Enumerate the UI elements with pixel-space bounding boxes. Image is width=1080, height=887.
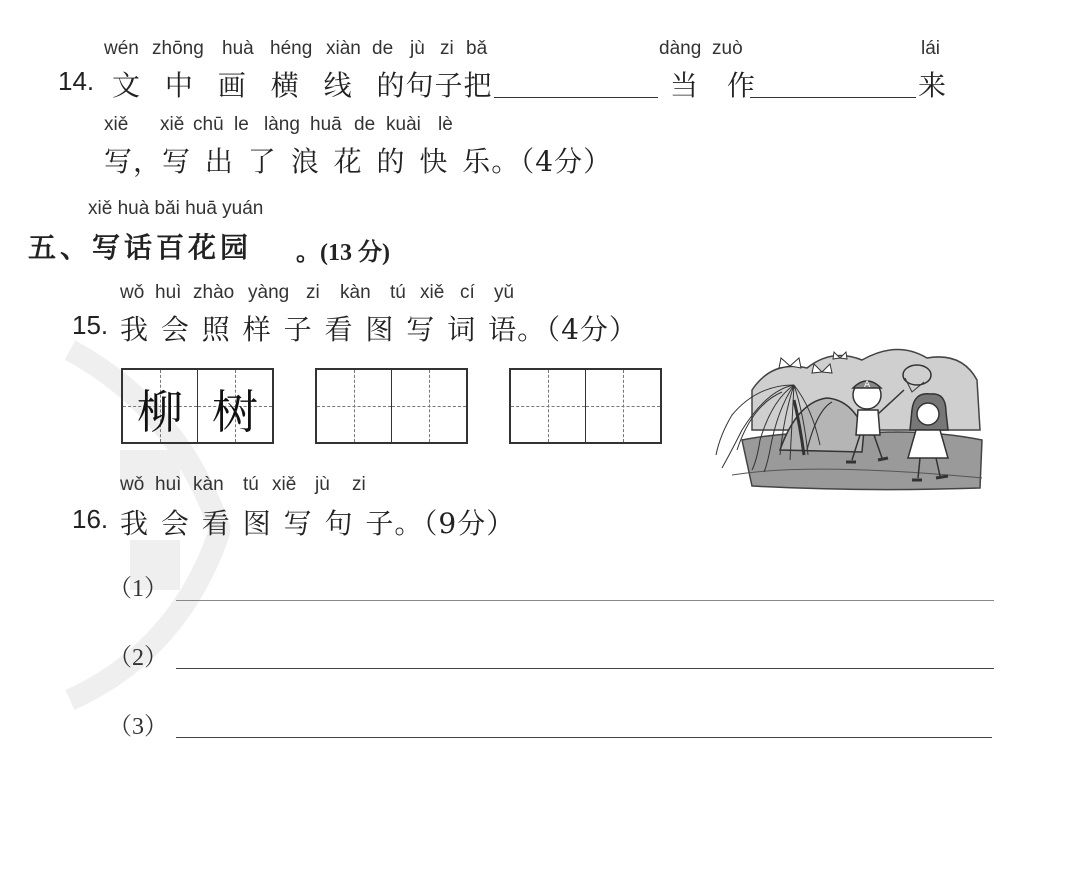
pinyin-hua: huā <box>310 114 342 135</box>
pinyin-hua: huà <box>222 38 254 59</box>
illustration-children-catching-butterflies <box>712 330 987 492</box>
pinyin-kuai: kuài <box>386 114 421 135</box>
sentence-label-1: （1） <box>108 576 168 602</box>
pinyin-lai: lái <box>921 38 941 59</box>
example-cell-1 <box>123 370 198 442</box>
pinyin-hui: huì <box>155 474 182 495</box>
section5-title: 五、写话百花园 <box>28 231 253 264</box>
example-char-shu: 树 <box>212 385 258 439</box>
pinyin-kan: kàn <box>340 282 371 303</box>
pinyin-zuo: zuò <box>712 38 743 59</box>
pinyin-wo: wǒ <box>120 474 145 495</box>
answer-word-box-2[interactable] <box>509 368 662 444</box>
pinyin-le: lè <box>438 114 453 135</box>
question-number-15: 15. <box>72 310 109 340</box>
pinyin-de: de <box>372 38 394 59</box>
section5-score: 。(13 分) <box>296 240 390 266</box>
pinyin-tu: tú <box>390 282 406 303</box>
pinyin-xie: xiě <box>272 474 297 495</box>
pinyin-ba: bǎ <box>466 38 488 59</box>
example-cell-2 <box>198 370 272 442</box>
sentence-answer-line-1[interactable] <box>176 600 994 601</box>
answer-cell[interactable] <box>317 370 392 442</box>
question-number-16: 16. <box>72 504 109 534</box>
sentence-answer-line-2[interactable] <box>176 668 994 669</box>
q16-text: 我 会 看 图 写 句 子。（9分） <box>120 507 516 540</box>
pinyin-dang: dàng <box>659 38 702 59</box>
pinyin-ju: jù <box>315 474 330 495</box>
svg-text:A: A <box>864 380 871 390</box>
q14-answer-blank-1[interactable] <box>494 97 658 98</box>
pinyin-heng: héng <box>270 38 313 59</box>
pinyin-kan: kàn <box>193 474 224 495</box>
section5-pinyin: xiě huà bǎi huā yuán <box>88 198 264 219</box>
pinyin-ci: cí <box>460 282 475 303</box>
pinyin-lang: làng <box>264 114 300 135</box>
pinyin-xie: xiě <box>104 114 129 135</box>
pinyin-xie: xiě <box>160 114 185 135</box>
answer-word-box-1[interactable] <box>315 368 468 444</box>
answer-cell[interactable] <box>586 370 660 442</box>
pinyin-wen: wén <box>104 38 139 59</box>
pinyin-xie: xiě <box>420 282 445 303</box>
sentence-label-2: （2） <box>108 645 168 671</box>
pinyin-yu: yǔ <box>494 282 515 303</box>
pinyin-xian: xiàn <box>326 38 361 59</box>
pinyin-tu: tú <box>243 474 259 495</box>
sentence-answer-line-3[interactable] <box>176 737 992 738</box>
pinyin-zi: zi <box>440 38 454 59</box>
pinyin-zi: zi <box>306 282 320 303</box>
pinyin-yang: yàng <box>248 282 290 303</box>
pinyin-le: le <box>234 114 249 135</box>
q15-text: 我 会 照 样 子 看 图 写 词 语。（4分） <box>120 313 638 346</box>
answer-cell[interactable] <box>392 370 466 442</box>
example-char-liu: 柳 <box>137 385 183 439</box>
pinyin-ju: jù <box>410 38 425 59</box>
pinyin-wo: wǒ <box>120 282 145 303</box>
pinyin-zhong: zhōng <box>152 38 204 59</box>
q14-text-b: 当 作 <box>670 69 756 102</box>
pinyin-chu: chū <box>193 114 224 135</box>
sentence-label-3: （3） <box>108 714 168 740</box>
q14-text-c: 来 <box>918 69 948 102</box>
q14-answer-blank-2[interactable] <box>750 97 916 98</box>
example-word-box <box>121 368 274 444</box>
question-number-14: 14. <box>58 66 95 96</box>
pinyin-de: de <box>354 114 376 135</box>
answer-cell[interactable] <box>511 370 586 442</box>
q14-text-a: 文 中 画 横 线 的句子把 <box>112 69 493 102</box>
pinyin-hui: huì <box>155 282 182 303</box>
pinyin-zhao: zhào <box>193 282 235 303</box>
q14-text-line2: 写，写 出 了 浪 花 的 快 乐。（4分） <box>104 145 613 178</box>
pinyin-zi: zi <box>352 474 366 495</box>
